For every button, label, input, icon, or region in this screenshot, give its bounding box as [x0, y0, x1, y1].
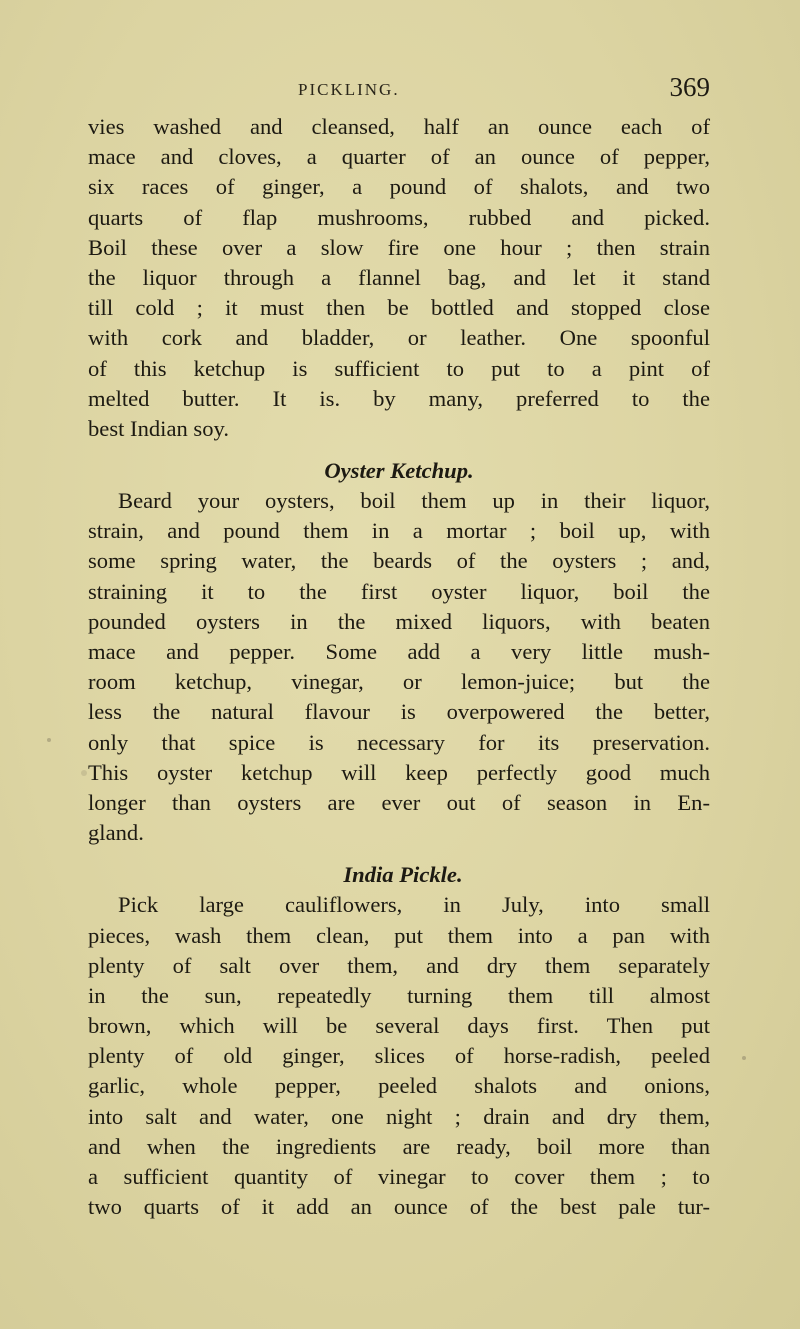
text-line: with cork and bladder, or leather. One spoonful	[88, 325, 710, 351]
text-line: pounded oysters in the mixed liquors, with beaten	[88, 608, 710, 634]
text-line: in the sun, repeatedly turning them till almost	[88, 982, 710, 1008]
section-heading-oyster-ketchup: Oyster Ketchup.	[324, 458, 474, 484]
text-line: brown, which will be several days first. Then put	[88, 1013, 710, 1039]
text-line: two quarts of it add an ounce of the best pale tur-	[88, 1194, 710, 1220]
text-line: and when the ingredients are ready, boil more than	[88, 1133, 710, 1159]
text-line: Boil these over a slow fire one hour ; then strain	[88, 234, 710, 260]
text-line: melted butter. It is. by many, preferred to the	[88, 385, 710, 411]
text-line: vies washed and cleansed, half an ounce each of	[88, 114, 710, 139]
page-number: 369	[669, 72, 710, 102]
text-line: a sufficient quantity of vinegar to cover them ; to	[88, 1164, 710, 1189]
text-line: six races of ginger, a pound of shalots, and two	[88, 174, 710, 200]
body-text	[88, 112, 710, 1222]
text-line: quarts of flap mushrooms, rubbed and picked.	[88, 204, 710, 230]
page-header	[88, 72, 710, 112]
text-line: till cold ; it must then be bottled and stopped close	[88, 295, 710, 321]
text-line: plenty of salt over them, and dry them separately	[88, 952, 710, 978]
running-head: PICKLING.	[298, 80, 400, 99]
paragraph-continued	[88, 112, 710, 444]
text-line: mace and cloves, a quarter of an ounce of pepper,	[88, 144, 710, 170]
text-line: Pick large cauliflowers, in July, into small	[118, 892, 710, 918]
paper-speck	[81, 770, 87, 776]
text-line: This oyster ketchup will keep perfectly good much	[88, 759, 710, 785]
text-line: into salt and water, one night ; drain and dry them,	[88, 1103, 710, 1129]
paper-speck	[742, 1056, 746, 1060]
text-line: plenty of old ginger, slices of horse-radish, peeled	[88, 1043, 710, 1069]
text-line: the liquor through a flannel bag, and let it stand	[88, 264, 710, 290]
text-line: strain, and pound them in a mortar ; boil up, with	[88, 518, 710, 544]
text-line: straining it to the first oyster liquor, boil the	[88, 578, 710, 604]
text-line: longer than oysters are ever out of season in En-	[88, 789, 710, 815]
text-line: garlic, whole pepper, peeled shalots and onions,	[88, 1073, 710, 1099]
text-line: pieces, wash them clean, put them into a pan with	[88, 922, 710, 948]
text-line: some spring water, the beards of the oysters ; and,	[88, 548, 710, 574]
text-line: best Indian soy.	[88, 415, 229, 441]
text-line: gland.	[88, 820, 144, 846]
section-heading-india-pickle: India Pickle.	[343, 862, 463, 888]
text-line: mace and pepper. Some add a very little mush-	[88, 639, 710, 664]
text-line: of this ketchup is sufficient to put to a pint of	[88, 355, 710, 381]
paragraph-oyster-ketchup	[88, 486, 710, 848]
paper-speck	[47, 738, 51, 742]
text-line: only that spice is necessary for its preservation.	[88, 729, 710, 755]
paragraph-india-pickle	[88, 890, 710, 1222]
text-line: Beard your oysters, boil them up in their liquor,	[118, 488, 710, 514]
text-line: room ketchup, vinegar, or lemon-juice; but the	[88, 669, 710, 695]
text-line: less the natural flavour is overpowered the better,	[88, 699, 710, 725]
